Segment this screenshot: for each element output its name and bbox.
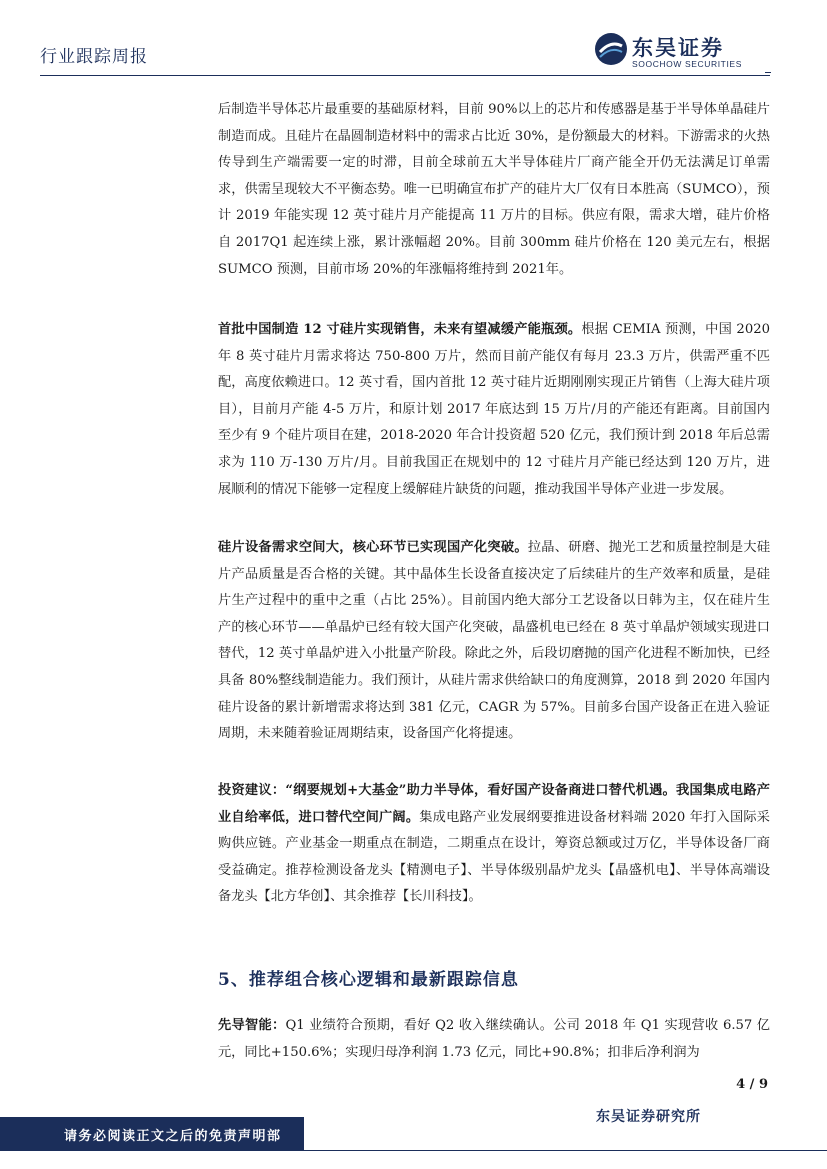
header-label: 行业跟踪周报 [40, 47, 148, 67]
header-rule [40, 75, 770, 76]
logo-cn: 东吴证券 [632, 36, 724, 60]
paragraph-text: 拉晶、研磨、抛光工艺和质量控制是大硅片产品质量是否合格的关键。其中晶体生长设备直接决定了后续硅片的生产效率和质量，是硅片生产过程中的重中之重（占比 25%）。目前国内绝大部分工艺设备以日韩为主，仅在硅片生产的核心环节——单晶炉已经有较大国产化突破，晶盛机电已经在 8 英寸单晶炉领域实现进口替代，12 英寸单晶炉进入小批量产阶段。除此之外，后段切磨抛的国产化进程不断加快，已经具备 80%整线制造能力。我们预计，从硅片需求供给缺口的角度测算，2018 到 2020 年国内硅片设备的累计新增需求将达到 381 亿元，CAGR 为 57%。目前多台国产设备正在进入验证周期，未来随着验证周期结束，设备国产化将提速。 [218, 540, 771, 742]
paragraph-china-12inch [218, 317, 770, 503]
logo-en: SOOCHOW SECURITIES [632, 59, 742, 69]
header-rule-tick [765, 72, 771, 73]
page-number: 4 / 9 [736, 1077, 768, 1092]
footer-rule [304, 1150, 827, 1151]
footer-disclaimer-bar [0, 1117, 304, 1151]
paragraph-equipment [218, 535, 770, 748]
paragraph-lead: 先导智能： [218, 1018, 286, 1033]
paragraph-text: 根据 CEMIA 预测，中国 2020 年 8 英寸硅片月需求将达 750-800 万片，然而目前产能仅有每月 23.3 万片，供需严重不匹配，高度依赖进口。12 英寸看，国内首批 12 英寸硅片近期刚刚实现正片销售（上海大硅片项目），目前月产能 4-5 万片，和原计划 2017 年底达到 15 万片/月的产能还有距离。目前国内至少有 9 个硅片项目在建，2018-2020 年合计投资超 520 亿元，我们预计到 2018 年后总需求为 110 万-130 万片/月。目前我国正在规划中的 12 寸硅片月产能已经达到 120 万片，进展顺利的情况下能够一定程度上缓解硅片缺货的问题，推动我国半导体产业进一步发展。 [218, 322, 770, 497]
paragraph-silicon-demand [218, 97, 770, 283]
paragraph-lead: 投资建议：“纲要规划+大基金”助力半导体，看好国产设备商进口替代机遇。我国集成电路产业自给率低，进口替代空间广阔。 [218, 783, 770, 825]
paragraph-text: 后制造半导体芯片最重要的基础原材料，目前 90%以上的芯片和传感器是基于半导体单晶硅片制造而成。且硅片在晶圆制造材料中的需求占比近 30%，是份额最大的材料。下游需求的火热传导到生产端需要一定的时滞，目前全球前五大半导体硅片厂商产能全开仍无法满足订单需求，供需呈现较大不平衡态势。唯一已明确宣布扩产的硅片大厂仅有日本胜高（SUMCO），预计 2019 年能实现 12 英寸硅片月产能提高 11 万片的目标。供应有限，需求大增，硅片价格自 2017Q1 起连续上涨，累计涨幅超 20%。目前 300mm 硅片价格在 120 美元左右，根据 SUMCO 预测，目前市场 20%的年涨幅将维持到 2021年。 [218, 102, 770, 277]
paragraph-investment-advice [218, 778, 770, 911]
paragraph-text: 集成电路产业发展纲要推进设备材料端 2020 年打入国际采购供应链。产业基金一期重点在制造，二期重点在设计，筹资总额或过万亿，半导体设备厂商受益确定。推荐检测设备龙头【精测电子】、半导体级别晶炉龙头【晶盛机电】、半导体高端设备龙头【北方华创】、其余推荐【长川科技】。 [218, 809, 770, 905]
section-heading: 5、推荐组合核心逻辑和最新跟踪信息 [218, 970, 519, 990]
brand-logo [594, 30, 769, 72]
paragraph-lead-intelligent [218, 1013, 770, 1066]
paragraph-lead: 硅片设备需求空间大，核心环节已实现国产化突破。 [218, 540, 528, 555]
footer-org: 东吴证券研究所 [596, 1109, 701, 1125]
footer-disclaimer: 请务必阅读正文之后的免责声明部 [64, 1129, 282, 1144]
paragraph-lead: 首批中国制造 12 寸硅片实现销售，未来有望减缓产能瓶颈。 [218, 322, 582, 337]
scs-logo-icon [594, 32, 628, 66]
paragraph-text: Q1 业绩符合预期，看好 Q2 收入继续确认。公司 2018 年 Q1 实现营收 6.57 亿元，同比+150.6%；实现归母净利润 1.73 亿元，同比+90.8%；扣非后净利润为 [218, 1018, 770, 1060]
